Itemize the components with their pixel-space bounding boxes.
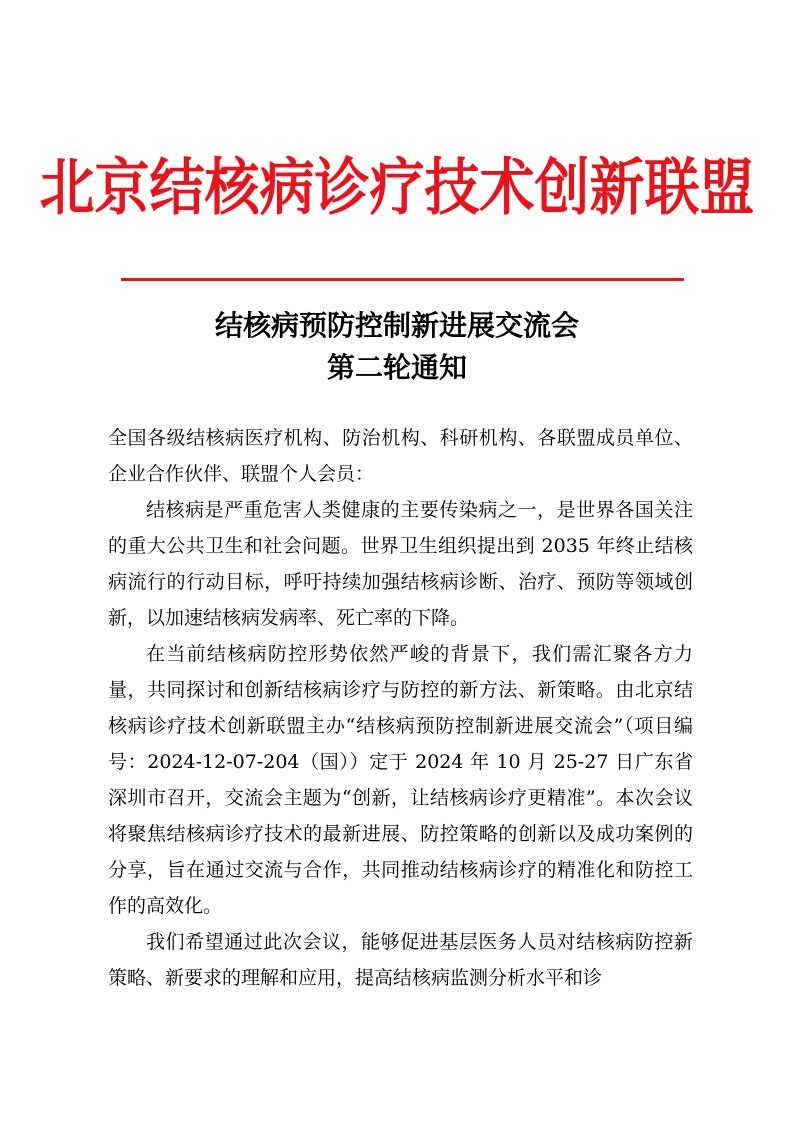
header-divider xyxy=(121,278,684,281)
organization-header: 北京结核病诊疗技术创新联盟 xyxy=(39,151,755,223)
notice-body xyxy=(108,420,693,996)
body-paragraph: 我们希望通过此次会议，能够促进基层医务人员对结核病防控新策略、新要求的理解和应用，提高结核病监测分析水平和诊 xyxy=(108,931,693,989)
notice-title-line-1: 结核病预防控制新进展交流会 xyxy=(214,309,579,342)
body-paragraph: 在当前结核病防控形势依然严峻的背景下，我们需汇聚各方力量，共同探讨和创新结核病诊疗与防控的新方法、新策略。由北京结核病诊疗技术创新联盟主办“结核病预防控制新进展交流会”（项目编号：2024-12-07-204（国））定于 2024 年 10 月 25-27 日广东省深圳市召开，交流会主题为“创新，让结核病诊疗更精准”。本次会议将聚焦结核病诊疗技术的最新进展、防控策略的创新以及成功案例的分享，旨在通过交流与合作，共同推动结核病诊疗的精准化和防控工作的高效化。 xyxy=(108,643,693,917)
body-paragraph: 结核病是严重危害人类健康的主要传染病之一，是世界各国关注的重大公共卫生和社会问题。世界卫生组织提出到 2035 年终止结核病流行的行动目标，呼吁持续加强结核病诊断、治疗、预防等领域创新，以加速结核病发病率、死亡率的下降。 xyxy=(108,499,693,629)
notice-title xyxy=(0,305,794,389)
notice-title-line-2: 第二轮通知 xyxy=(326,351,467,384)
salutation: 全国各级结核病医疗机构、防治机构、科研机构、各联盟成员单位、企业合作伙伴、联盟个人会员： xyxy=(108,427,693,485)
